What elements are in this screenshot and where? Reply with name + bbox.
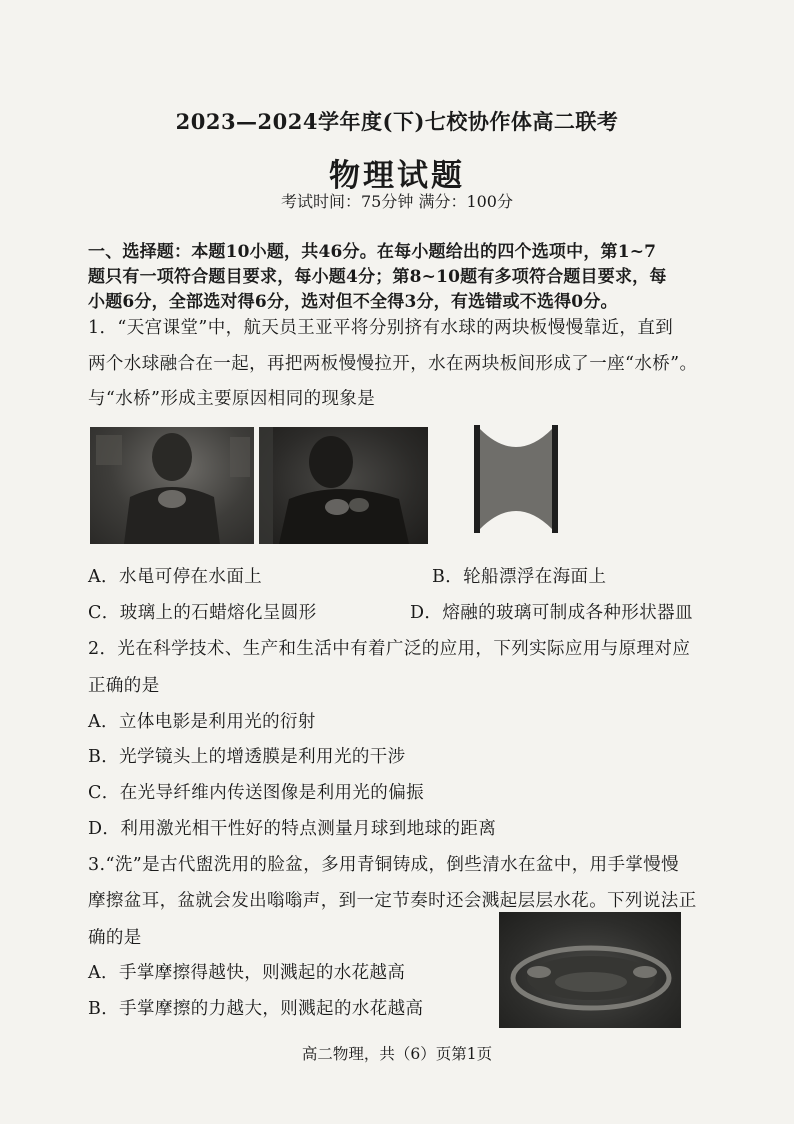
q2-option-a: A．立体电影是利用光的衍射	[88, 712, 316, 732]
section-instructions-line-2: 题只有一项符合题目要求，每小题4分；第8~10题有多项符合题目要求，每	[88, 267, 667, 287]
section-instructions-line-1: 一、选择题：本题10小题，共46分。在每小题给出的四个选项中，第1~7	[88, 242, 657, 262]
q2-stem-line-1: 2．光在科学技术、生产和生活中有着广泛的应用，下列实际应用与原理对应	[88, 639, 691, 659]
bronze-basin-photo	[499, 912, 681, 1028]
q1-stem-line-1: 1．“天宫课堂”中，航天员王亚平将分别挤有水球的两块板慢慢靠近，直到	[88, 318, 674, 338]
page-footer: 高二物理，共（6）页第1页	[301, 1045, 493, 1063]
q3-stem-line-3: 确的是	[88, 928, 142, 948]
exam-info: 考试时间：75分钟 满分：100分	[281, 192, 513, 211]
q2-option-d: D．利用激光相干性好的特点测量月球到地球的距离	[88, 819, 497, 839]
section-instructions-line-3: 小题6分，全部选对得6分，选对但不全得3分，有选错或不选得0分。	[88, 292, 618, 312]
q3-option-a: A．手掌摩擦得越快，则溅起的水花越高	[88, 963, 406, 983]
subject-title: 物理试题	[329, 158, 465, 194]
q2-option-c: C．在光导纤维内传送图像是利用光的偏振	[88, 783, 424, 803]
astronaut-photo-1	[90, 427, 254, 544]
exam-title: 2023—2024学年度(下)七校协作体高二联考	[175, 109, 619, 134]
q2-stem-line-2: 正确的是	[88, 676, 160, 696]
q2-option-b: B．光学镜头上的增透膜是利用光的干涉	[88, 747, 406, 767]
q1-option-d: D．熔融的玻璃可制成各种形状器皿	[410, 603, 693, 623]
q1-option-a: A．水黾可停在水面上	[88, 567, 263, 587]
q1-option-b: B．轮船漂浮在海面上	[432, 567, 607, 587]
q1-option-c: C．玻璃上的石蜡熔化呈圆形	[88, 603, 317, 623]
water-bridge-diagram	[474, 425, 558, 533]
q3-option-b: B．手掌摩擦的力越大，则溅起的水花越高	[88, 999, 424, 1019]
q1-stem-line-2: 两个水球融合在一起，再把两板慢慢拉开，水在两块板间形成了一座“水桥”。	[88, 354, 698, 374]
q3-stem-line-2: 摩擦盆耳，盆就会发出嗡嗡声，到一定节奏时还会溅起层层水花。下列说法正	[88, 891, 697, 911]
q3-stem-line-1: 3.“洗”是古代盥洗用的脸盆，多用青铜铸成，倒些清水在盆中，用手掌慢慢	[88, 855, 680, 875]
astronaut-photo-2	[259, 427, 428, 544]
q1-stem-line-3: 与“水桥”形成主要原因相同的现象是	[88, 389, 376, 409]
